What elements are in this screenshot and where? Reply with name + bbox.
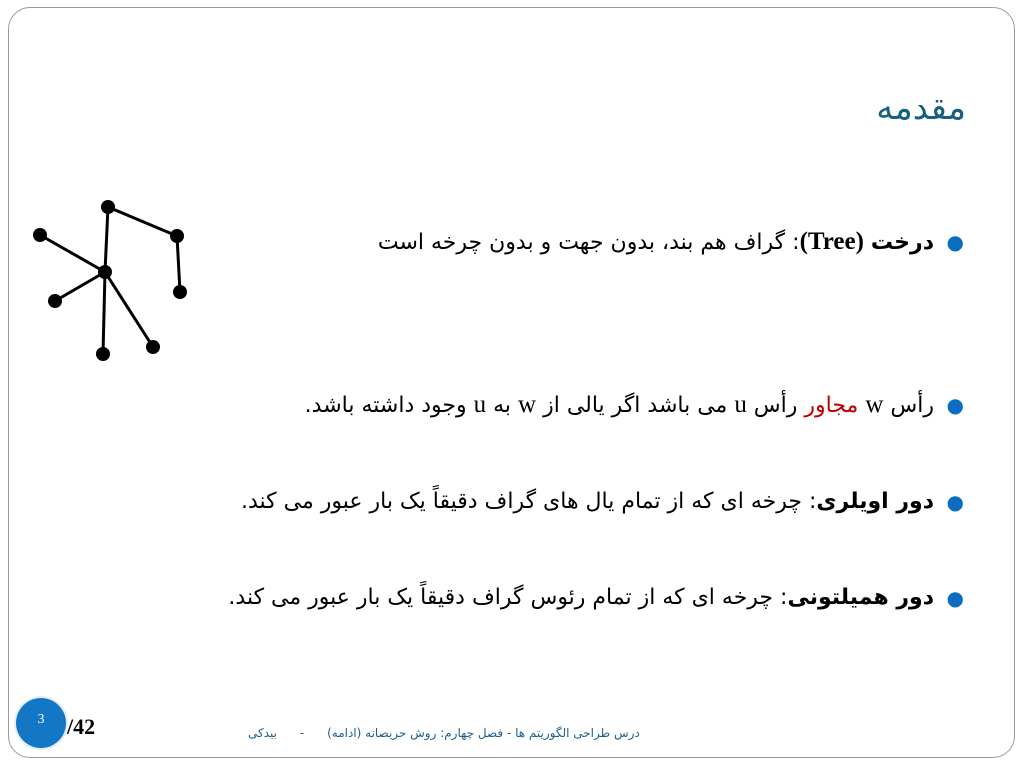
term-hamiltonian-cycle: دور همیلتونی bbox=[787, 585, 934, 610]
hamiltonian-definition-text: چرخه ای که از تمام رئوس گراف دقیقاً یک بار عبور می کند. bbox=[228, 585, 781, 610]
vertex-u-label: u bbox=[473, 391, 487, 418]
tree-graph-illustration bbox=[26, 192, 206, 367]
vertex-w-label: w bbox=[865, 391, 884, 418]
adjacency-text-part5: وجود داشته باشد. bbox=[304, 393, 474, 418]
footer-course-text: درس طراحی الگوریتم ها - فصل چهارم: روش حریصانه (ادامه) - بیدکی bbox=[248, 726, 640, 740]
tree-edge bbox=[108, 207, 177, 236]
bullet-dot: ● bbox=[946, 490, 964, 514]
tree-node bbox=[146, 340, 160, 354]
adjacency-text-part2: رأس bbox=[746, 393, 798, 418]
tree-node bbox=[170, 229, 184, 243]
tree-edge bbox=[105, 272, 153, 347]
term-tree: درخت bbox=[870, 230, 934, 255]
tree-node bbox=[173, 285, 187, 299]
page-total: /42 bbox=[67, 714, 96, 739]
adjacent-highlight: مجاور bbox=[797, 393, 866, 418]
tree-node bbox=[48, 294, 62, 308]
vertex-w-label: w bbox=[518, 391, 537, 418]
tree-node bbox=[98, 265, 112, 279]
tree-edge bbox=[40, 235, 105, 272]
term-eulerian-cycle: دور اویلری bbox=[816, 489, 934, 514]
adjacency-text-part4: به bbox=[486, 393, 519, 418]
bullet-hamiltonian-cycle bbox=[112, 576, 964, 620]
tree-definition-text: گراف هم بند، بدون جهت و بدون چرخه است bbox=[377, 230, 793, 255]
term-colon: : bbox=[808, 489, 817, 514]
tree-node bbox=[101, 200, 115, 214]
bullet-dot: ● bbox=[946, 230, 964, 254]
adjacency-text-part1: رأس bbox=[883, 393, 934, 418]
bullet-adjacency-definition bbox=[112, 383, 964, 428]
term-colon: : bbox=[792, 230, 800, 255]
page-number-badge: 3 bbox=[16, 698, 66, 748]
tree-edge bbox=[105, 207, 108, 272]
bullet-dot: ● bbox=[946, 393, 964, 417]
term-colon: : bbox=[780, 585, 788, 610]
tree-edge bbox=[103, 272, 105, 354]
bullet-eulerian-cycle bbox=[112, 480, 964, 524]
adjacency-text-part3: می باشد اگر یالی از bbox=[536, 393, 735, 418]
vertex-u-label: u bbox=[734, 391, 747, 418]
slide-title: مقدمه bbox=[876, 88, 966, 128]
tree-node bbox=[33, 228, 47, 242]
eulerian-definition-text: چرخه ای که از تمام یال های گراف دقیقاً یک بار عبور می کند. bbox=[240, 489, 809, 514]
bullet-dot: ● bbox=[946, 586, 964, 610]
tree-edge bbox=[177, 236, 180, 292]
tree-node bbox=[96, 347, 110, 361]
term-tree-english: (Tree) bbox=[799, 228, 864, 255]
bullet-tree-definition bbox=[204, 220, 964, 265]
tree-edge bbox=[55, 272, 105, 301]
